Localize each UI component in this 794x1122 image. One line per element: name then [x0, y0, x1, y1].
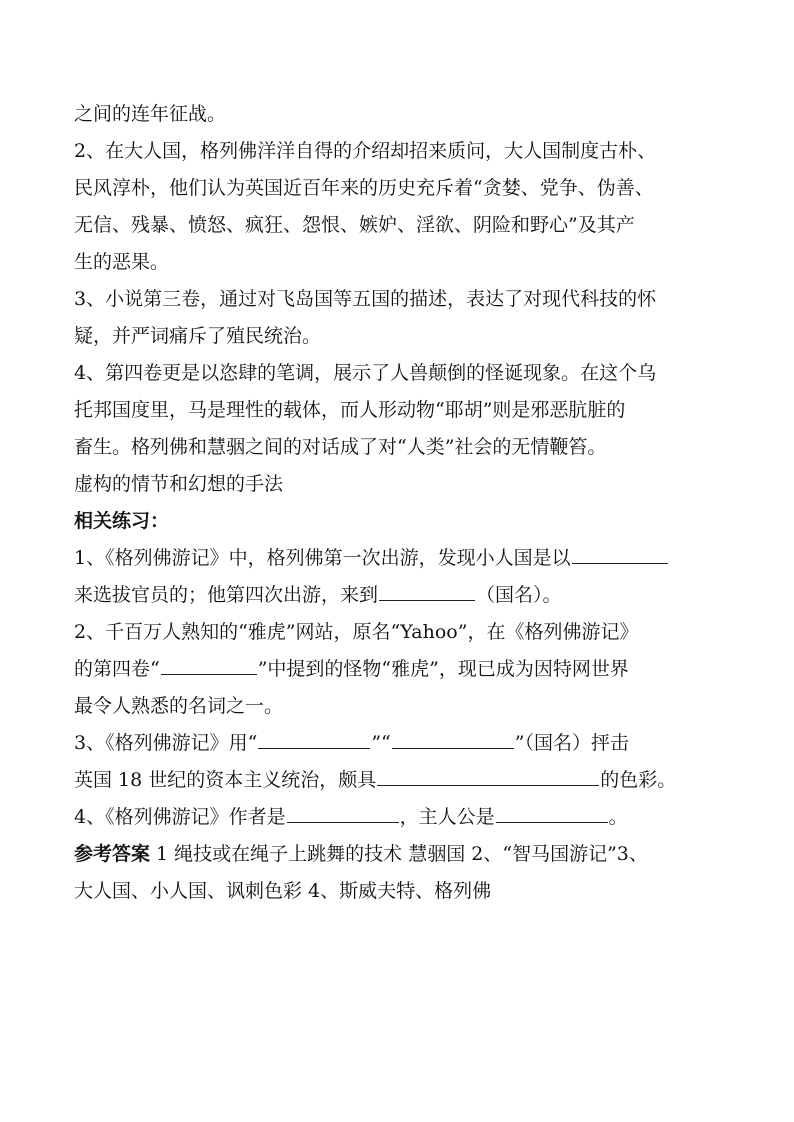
question-text: 的色彩。	[600, 769, 677, 791]
answer-blank[interactable]	[258, 726, 370, 749]
text-line: 之间的连年征战。	[74, 103, 227, 125]
question-text: 1、《格列佛游记》中，格列佛第一次出游，发现小人国是以	[74, 547, 571, 569]
answer-blank[interactable]	[379, 578, 475, 601]
question-text: 4、《格列佛游记》作者是	[74, 806, 286, 828]
text-line: 畜生。格列佛和慧骃之间的对话成了对“人类”社会的无情鞭笞。	[74, 436, 607, 458]
question-2-line-3	[74, 688, 724, 725]
answer-blank[interactable]	[496, 800, 608, 823]
question-3-line-2	[74, 762, 724, 799]
text-line: 无信、残暴、愤怒、疯狂、怨恨、嫉妒、淫欲、阴险和野心”及其产	[74, 214, 635, 236]
question-2-line-1	[74, 614, 724, 651]
text-line: 2、在大人国，格列佛洋洋自得的介绍却招来质问，大人国制度古朴、	[74, 140, 657, 162]
answers-text: 大人国、小人国、讽刺色彩 4、斯威夫特、格列佛	[74, 880, 492, 902]
exercise-heading: 相关练习：	[74, 510, 170, 532]
text-line: 疑，并严词痛斥了殖民统治。	[74, 325, 322, 347]
question-text: 2、千百万人熟知的“雅虎”网站，原名“Yahoo”，在《格列佛游记》	[74, 621, 639, 643]
answer-blank[interactable]	[377, 763, 599, 786]
answer-blank[interactable]	[287, 800, 399, 823]
question-text: 3、《格列佛游记》用“	[74, 732, 258, 754]
question-1-line-2	[74, 577, 724, 614]
answers-line-1	[74, 836, 724, 873]
question-text: ”“	[371, 732, 391, 754]
text-line: 民风淳朴，他们认为英国近百年来的历史充斥着“贪婪、党争、伪善、	[74, 177, 654, 199]
question-text: 来选拔官员的；他第四次出游，来到	[74, 584, 379, 606]
question-2-line-2	[74, 651, 724, 688]
answer-blank[interactable]	[392, 726, 514, 749]
answers-label: 参考答案	[74, 843, 151, 865]
question-4-line-1	[74, 799, 724, 836]
question-3-line-1	[74, 725, 724, 762]
text-line: 生的恶果。	[74, 251, 170, 273]
question-text: 英国 18 世纪的资本主义统治，颇具	[74, 769, 377, 791]
question-text: 的第四卷“	[74, 658, 160, 680]
question-text: ”中提到的怪物“雅虎”，现已成为因特网世界	[257, 658, 629, 680]
answer-blank[interactable]	[572, 541, 668, 564]
text-line: 4、第四卷更是以恣肆的笔调，展示了人兽颠倒的怪诞现象。在这个乌	[74, 362, 657, 384]
text-line: 虚构的情节和幻想的手法	[74, 473, 284, 495]
answer-blank[interactable]	[161, 652, 257, 675]
text-line: 托邦国度里，马是理性的载体，而人形动物“耶胡”则是邪恶肮脏的	[74, 399, 626, 421]
answers-line-2	[74, 873, 724, 910]
question-text: 最令人熟悉的名词之一。	[74, 695, 284, 717]
question-1-line-1	[74, 540, 724, 577]
question-text: 。	[608, 806, 628, 828]
question-text: ”（国名）抨击	[514, 732, 629, 754]
answers-text: 1 绳技或在绳子上跳舞的技术 慧骃国 2、“智马国游记”3、	[150, 843, 648, 865]
question-text: ，主人公是	[399, 806, 495, 828]
text-line: 3、小说第三卷，通过对飞岛国等五国的描述，表达了对现代科技的怀	[74, 288, 657, 310]
document-page	[74, 96, 724, 910]
question-text: （国名）。	[476, 584, 562, 606]
